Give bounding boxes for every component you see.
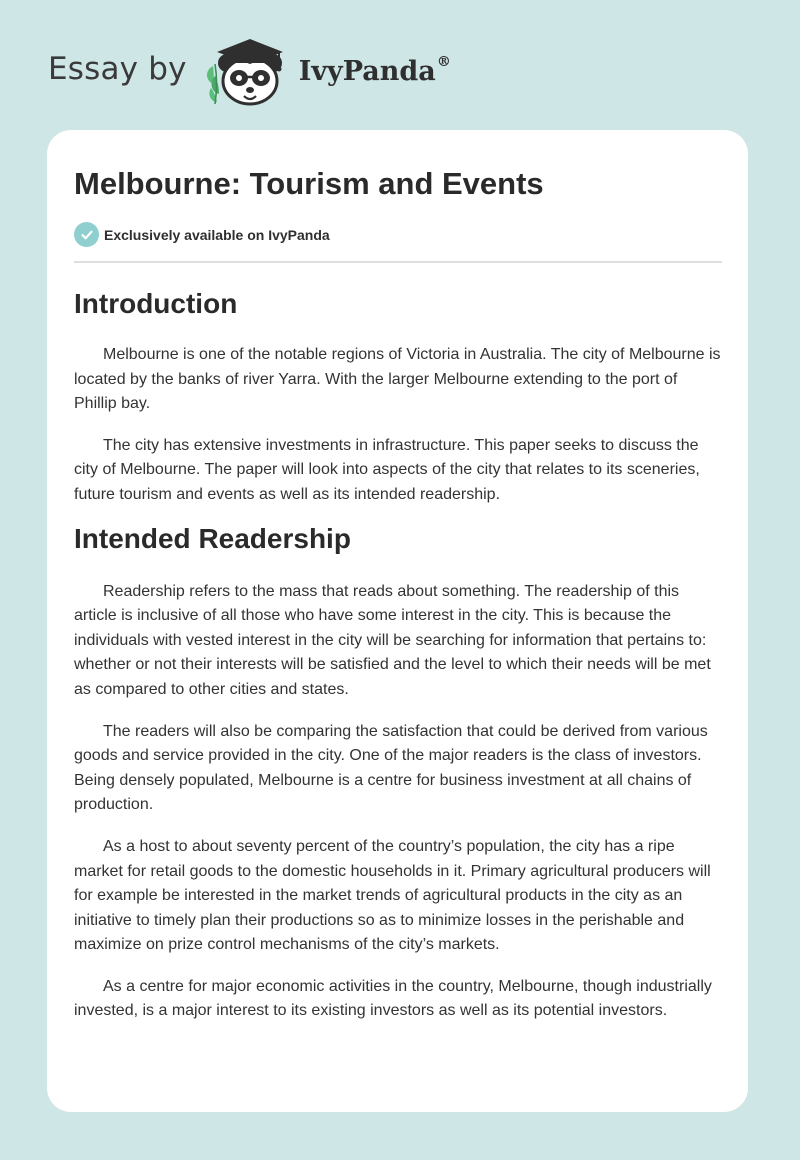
- essay-title: Melbourne: Tourism and Events: [74, 166, 544, 201]
- paragraph: The city has extensive investments in infrastructure. This paper seeks to discuss the city of Melbourne. The paper will look into aspects of the city that relates to its sceneries, future tourism and events as well as its intended readership.: [74, 436, 700, 503]
- paragraph: The readers will also be comparing the satisfaction that could be derived from various goods and service provided in the city. One of the major readers is the class of investors. Being densely populated, Melbourne is a centre for business investment at all chains of production.: [74, 722, 708, 814]
- section-introduction: [74, 287, 722, 508]
- paragraph: As a centre for major economic activities in the country, Melbourne, though industrially invested, is a major interest to its existing investors as well as its potential investors.: [74, 977, 712, 1020]
- registered-mark: ®: [436, 53, 451, 70]
- section-heading: Introduction: [74, 288, 238, 319]
- paragraph: Readership refers to the mass that reads about something. The readership of this article is inclusive of all those who have some interest in the city. This is because the individuals with vested interest in the city will be searching for information that pertains to: whether or not their interests will be satisfied and the level to which their needs will be met as compared to other cities and states.: [74, 582, 711, 698]
- brand-name: [298, 53, 451, 87]
- brand-prefix: Essay by: [48, 51, 187, 87]
- check-circle-icon: [74, 222, 99, 247]
- availability-badge: [74, 222, 722, 247]
- title-divider: [74, 261, 722, 263]
- section-intended-readership: [74, 522, 722, 1025]
- paragraph: As a host to about seventy percent of the country’s population, the city has a ripe market for retail goods to the domestic households in it. Primary agricultural producers will for example be interested in the market trends of agricultural products in the city as an initiative to timely plan their productions so as to minimize losses in the perishable and maximize on prize control mechanisms of the city’s markets.: [74, 837, 711, 954]
- paragraph: Melbourne is one of the notable regions of Victoria in Australia. The city of Melbourne is located by the banks of river Yarra. With the larger Melbourne extending to the port of Phillip bay.: [74, 346, 721, 413]
- essay-card: [47, 130, 748, 1112]
- section-heading: Intended Readership: [74, 522, 351, 554]
- availability-text: Exclusively available on IvyPanda: [104, 226, 330, 243]
- panda-logo-icon: [201, 36, 293, 108]
- brand-name-text: IvyPanda: [298, 55, 436, 87]
- brand-header[interactable]: [48, 36, 451, 108]
